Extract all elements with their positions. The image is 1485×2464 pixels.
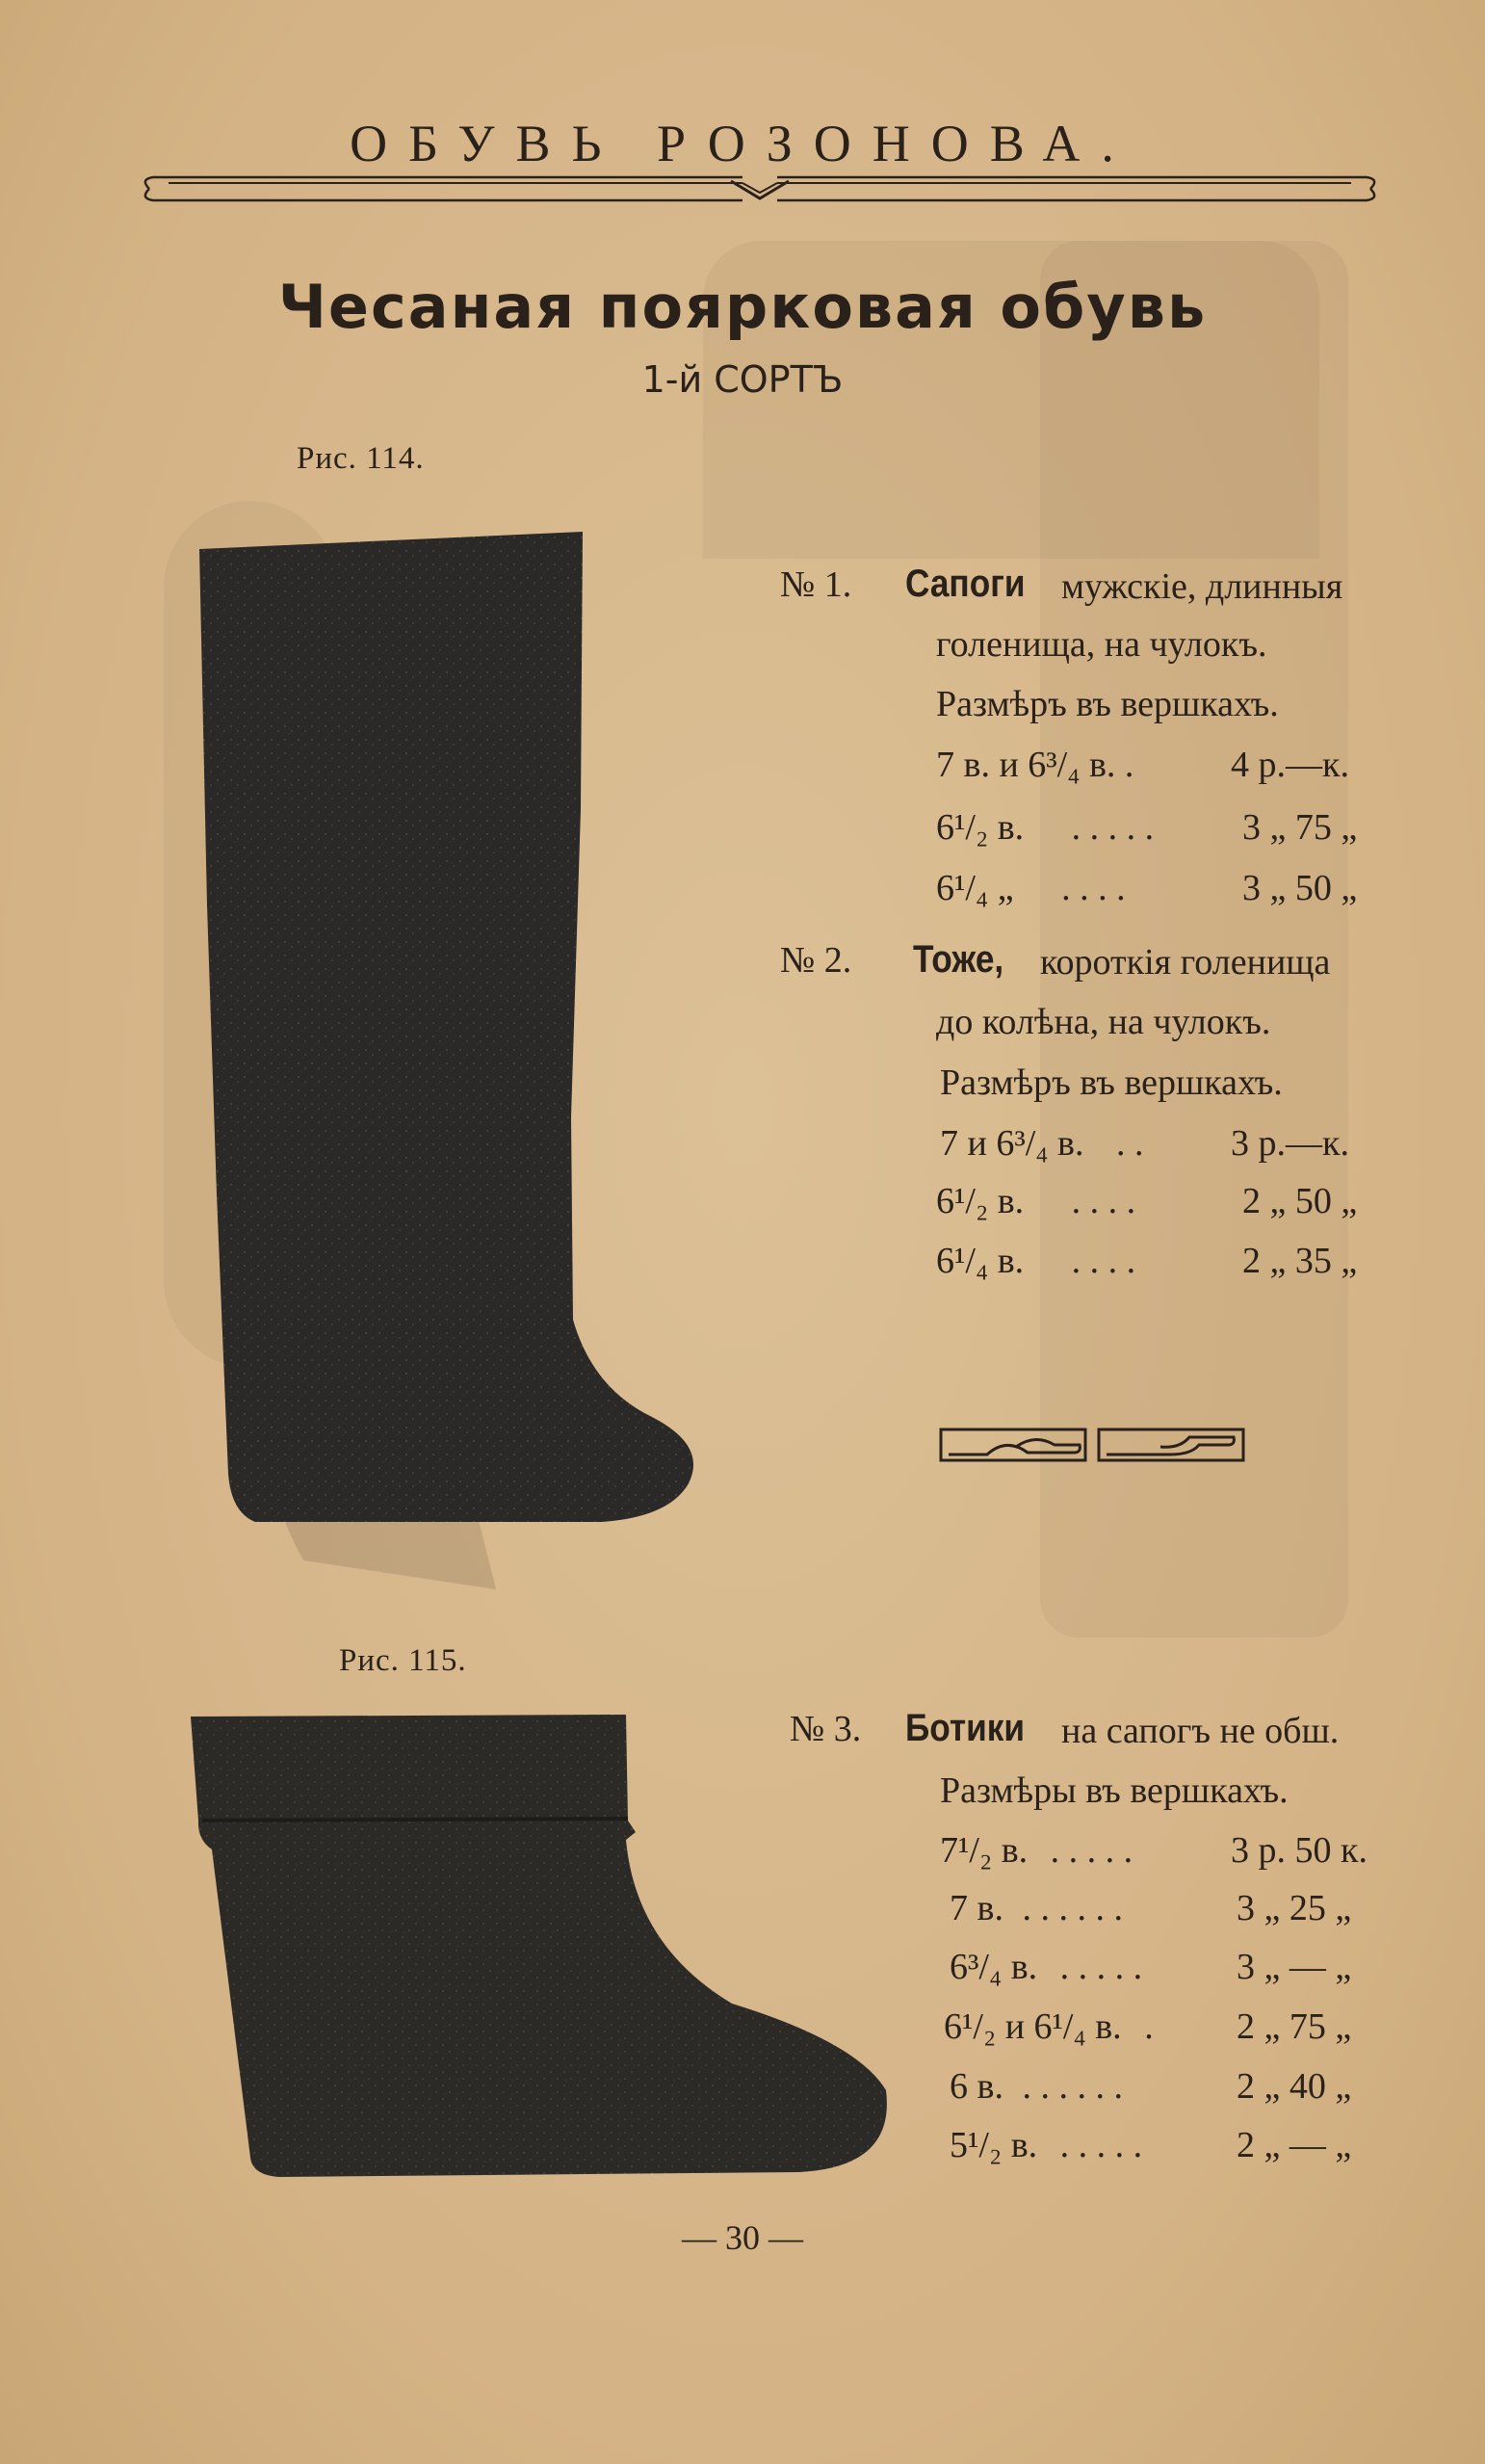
figure-label-115: Рис. 115. [339, 1643, 467, 1678]
item-name: Сапоги [905, 563, 1026, 605]
price: 3 „ 25 „ [1237, 1888, 1352, 1928]
price: 3 р. 50 к. [1231, 1830, 1368, 1871]
price: 2 „ 40 „ [1237, 2066, 1352, 2107]
size: 6 в. [950, 2066, 1003, 2107]
price-row [936, 1243, 1135, 1279]
price-row [950, 2127, 1142, 2163]
size: 6¹/₄ „ [936, 868, 1014, 908]
page-number: — 30 — [682, 2218, 803, 2257]
item-description: на сапогъ не обш. [1061, 1711, 1340, 1751]
running-header: ОБУВЬ РОЗОНОВА. [350, 115, 1135, 172]
header-rule-ornament [130, 171, 1390, 206]
size: 6³/₄ в. [950, 1947, 1038, 1987]
item-description: короткiя голенища [1040, 942, 1331, 983]
dots: . . . . . . [1022, 1888, 1123, 1928]
item-name: Ботики [905, 1707, 1026, 1749]
size: 6¹/₂ в. [936, 1181, 1025, 1221]
dots: . . . . [1071, 1241, 1136, 1281]
decorative-ornament [939, 1426, 1245, 1464]
item-description: мужскiе, длинныя [1061, 566, 1343, 607]
sizes-label: Размѣръ въ вершкахъ. [940, 1062, 1283, 1103]
size: 5¹/₂ в. [950, 2125, 1038, 2165]
dots: . . . . [1071, 1181, 1136, 1221]
sizes-label: Размѣръ въ вершкахъ. [936, 684, 1279, 724]
price-row [950, 2068, 1123, 2105]
dots: . . . . . [1050, 1830, 1133, 1871]
price-row [950, 1949, 1142, 1985]
price-row [944, 2008, 1154, 2045]
size: 6¹/₂ в. [936, 807, 1025, 848]
size: 7 и 6³/₄ в. [940, 1123, 1084, 1164]
tall-felt-boot-image [188, 520, 717, 1618]
figure-label-114: Рис. 114. [297, 441, 425, 476]
price: 3 „ — „ [1237, 1947, 1352, 1987]
size: 6¹/₂ и 6¹/₄ в. [944, 2006, 1122, 2047]
price: 3 р.—к. [1231, 1123, 1349, 1164]
price: 2 „ 75 „ [1237, 2006, 1352, 2047]
size: 6¹/₄ в. [936, 1241, 1025, 1281]
item-description-cont: голенища, на чулокъ. [936, 624, 1267, 665]
price-row [940, 1125, 1143, 1162]
size: 7 в. [950, 1888, 1003, 1928]
price: 4 р.—к. [1231, 745, 1349, 785]
size: 7¹/₂ в. [940, 1830, 1029, 1871]
section-subtitle: 1-й СОРТЪ [641, 358, 844, 401]
dots: . [1144, 2006, 1154, 2047]
dots: . [1124, 745, 1134, 785]
price: 3 „ 50 „ [1242, 868, 1358, 908]
item-number: № 3. [790, 1709, 862, 1749]
price-row [936, 1183, 1135, 1219]
section-title: Чесаная поярковая обувь [277, 272, 1208, 342]
price-row [936, 870, 1126, 906]
short-felt-boot-image [183, 1705, 915, 2187]
size: 7 в. и 6³/₄ в. [936, 745, 1116, 785]
dots: . . . . . [1071, 807, 1155, 848]
price: 2 „ 35 „ [1242, 1241, 1358, 1281]
item-description-cont: до колѣна, на чулокъ. [936, 1002, 1271, 1042]
item-name: Тоже, [913, 938, 1004, 981]
dots: . . . . . . [1022, 2066, 1123, 2107]
dots: . . . . . [1059, 1947, 1143, 1987]
dots: . . . . . [1059, 2125, 1143, 2165]
price-row [936, 747, 1133, 783]
item-number: № 2. [780, 940, 852, 981]
dots: . . . . [1061, 868, 1126, 908]
price-row [950, 1890, 1123, 1927]
item-number: № 1. [780, 564, 852, 605]
price-row [940, 1832, 1133, 1869]
price: 2 „ 50 „ [1242, 1181, 1358, 1221]
dots: . . [1115, 1123, 1144, 1164]
price: 2 „ — „ [1237, 2125, 1352, 2165]
price: 3 „ 75 „ [1242, 807, 1358, 848]
price-row [936, 809, 1154, 846]
sizes-label: Размѣры въ вершкахъ. [940, 1770, 1289, 1811]
